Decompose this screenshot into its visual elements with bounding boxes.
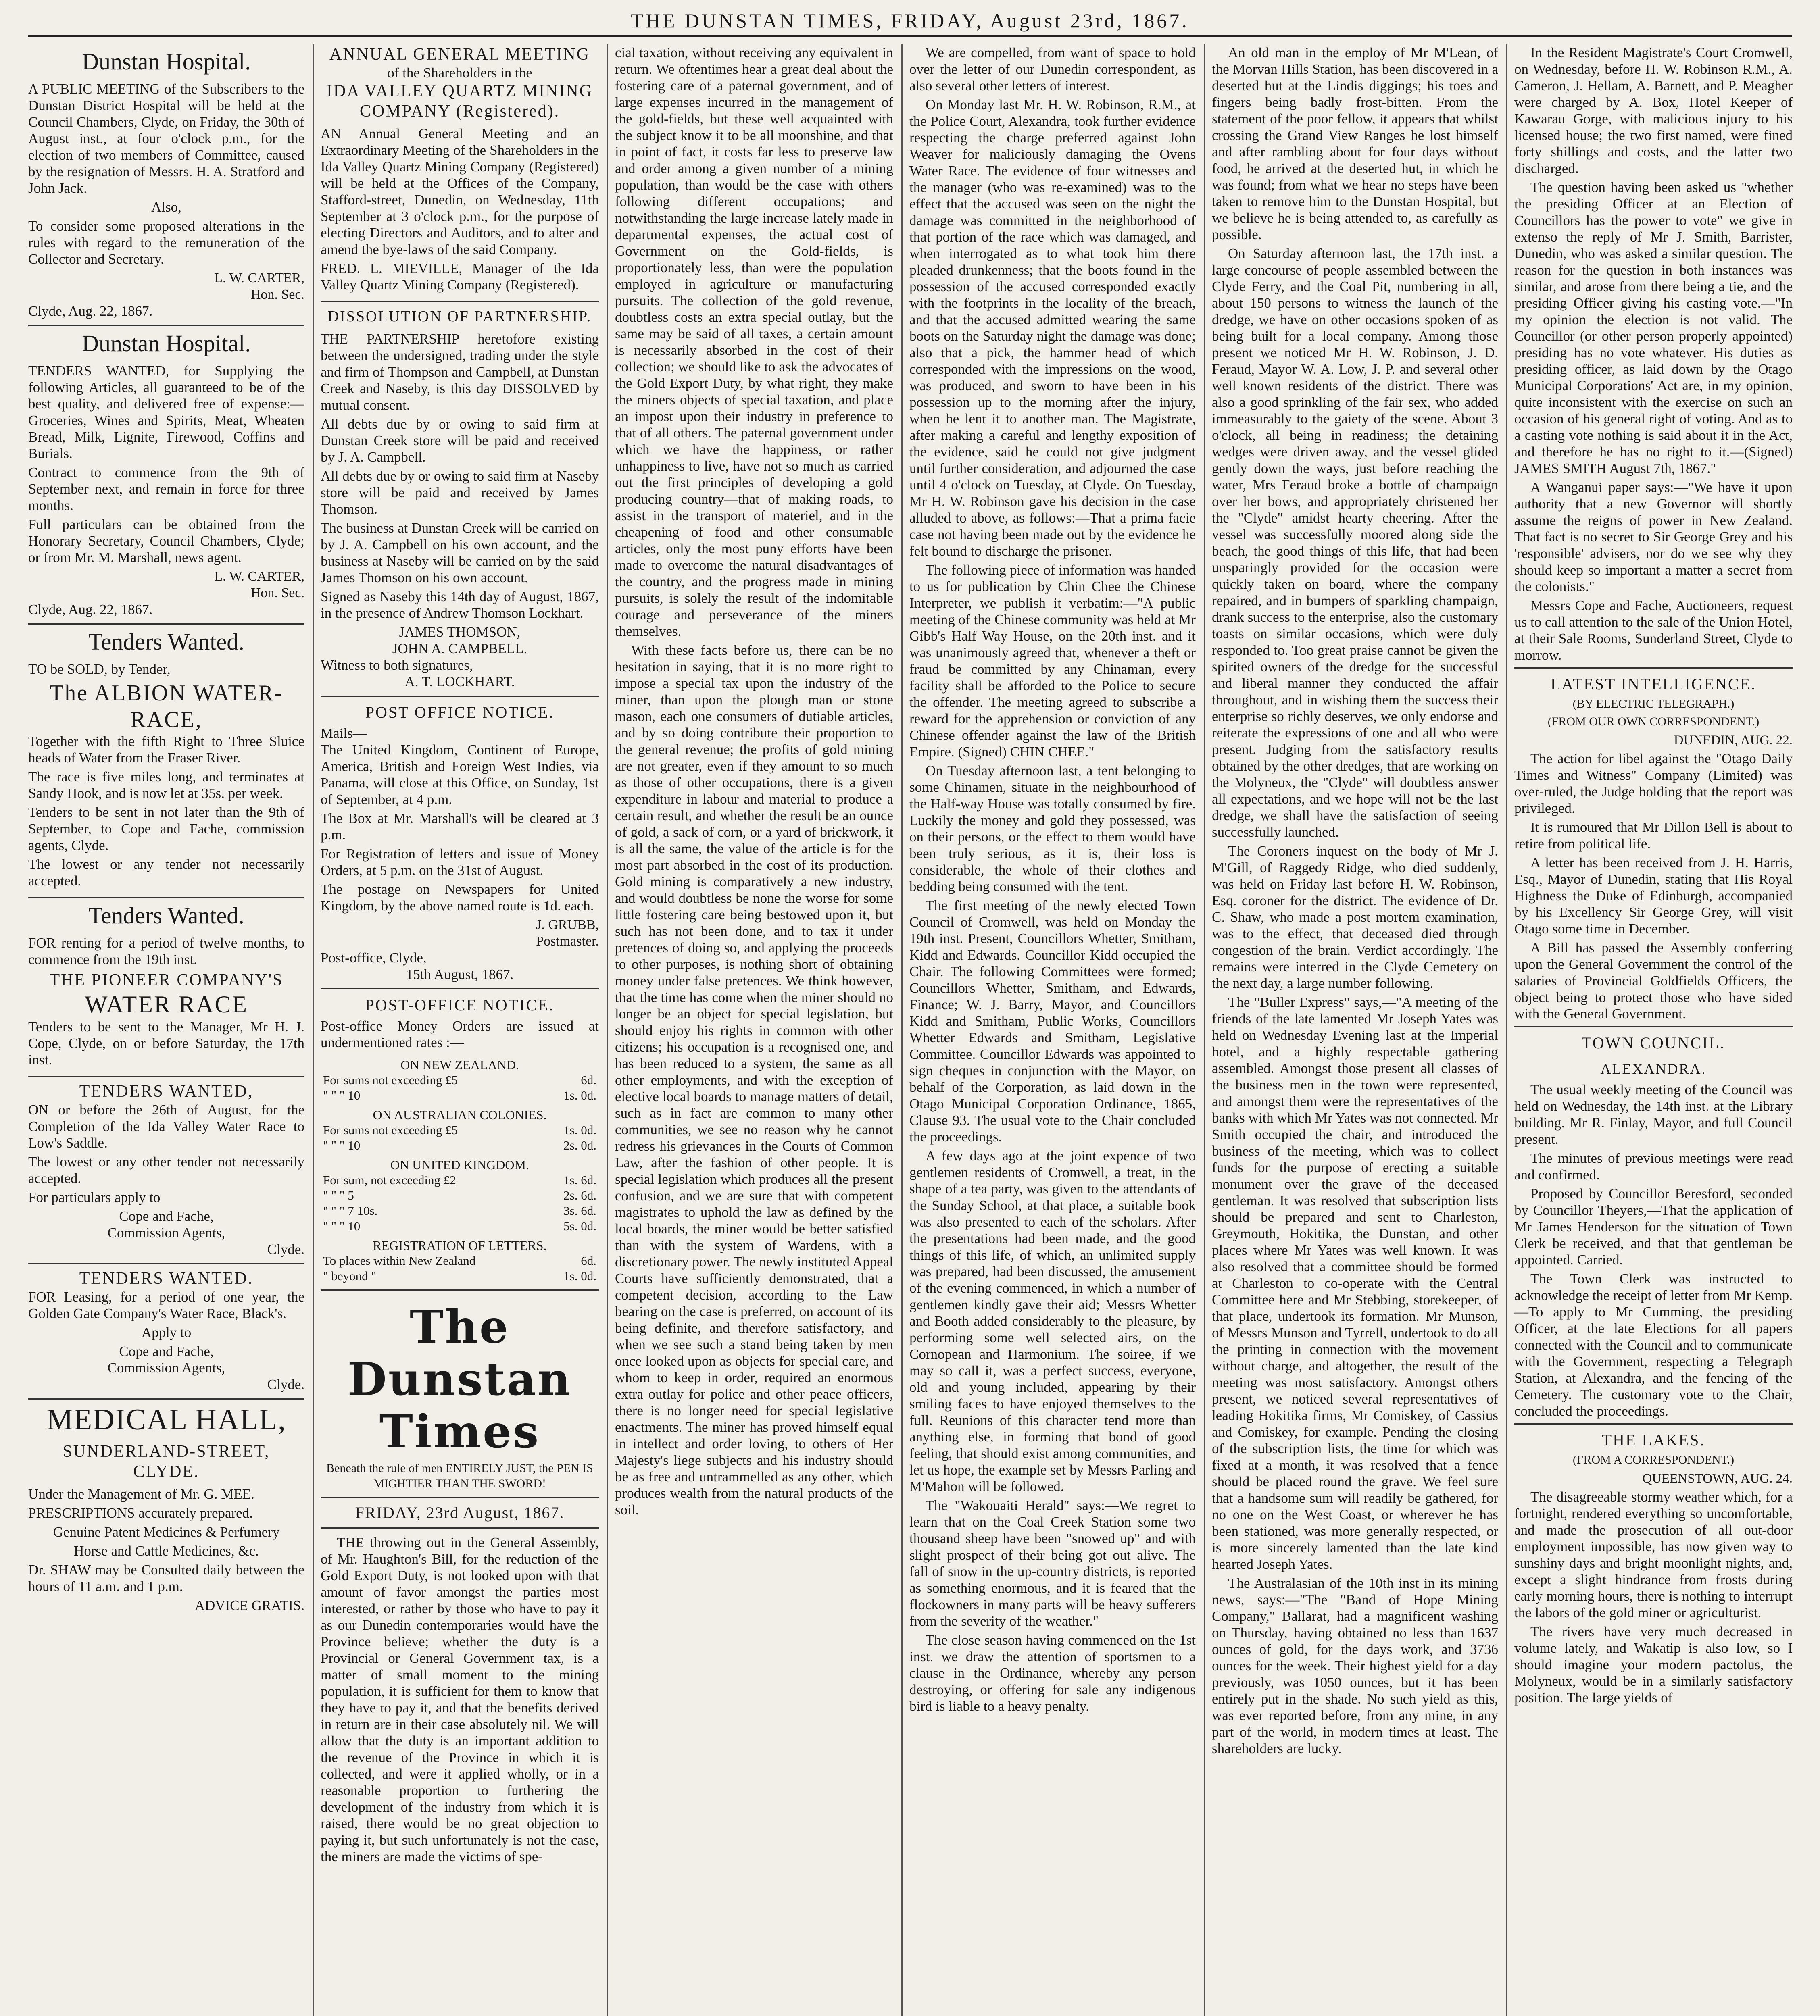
running-head: THE DUNSTAN TIMES, FRIDAY, August 23rd, 1867. [28,7,1792,37]
news-paragraph: Messrs Cope and Fache, Auctioneers, request us to call attention to the sale of the Union Hotel, at their Sale Rooms, Sunderland Street, Clyde to morrow. [1514,598,1793,663]
ad-body: FOR Leasing, for a period of one year, the Golden Gate Company's Water Race, Black's. [28,1289,304,1321]
section-title: LATEST INTELLIGENCE. [1550,675,1757,693]
ad-title: Dunstan Hospital. [82,330,251,356]
news-paragraph: The action for libel against the "Otago Daily Times and Witness" Company (Limited) was over-ruled, the Judge holding that the report was privileged. [1514,751,1793,816]
ad-place: Clyde. [267,1377,304,1392]
ad-firm-role: Commission Agents, [107,1225,225,1241]
column-rule [901,44,903,2016]
ad-body: Signed as Naseby this 14th day of August, 1867, in the presence of Andrew Thomson Lockhart. [321,589,599,621]
news-paragraph: The rivers have very much decreased in volume lately, and Wakatip is also low, so I should imagine your modern pactolus, the Molyneux, would be in a similarly satisfactory position. The large yields of [1514,1624,1793,1706]
ad-body: Tenders to be sent to the Manager, Mr H. J. Cope, Clyde, on or before Saturday, the 17th inst. [28,1019,304,1068]
ad-subtitle: WATER RACE [85,991,248,1018]
ad-body: ON or before the 26th of August, for the Completion of the Ida Valley Water Race to Low's Saddle. [28,1102,304,1151]
ad-body: The lowest or any other tender not necessarily accepted. [28,1154,304,1186]
ad-title: COMPANY (Registered). [359,102,560,121]
dateline: QUEENSTOWN, AUG. 24. [1642,1471,1793,1486]
ad-body: ADVICE GRATIS. [194,1597,304,1613]
news-paragraph: A Bill has passed the Assembly conferring upon the General Government the control of the salaries of Provincial Goldfields Officers, the object being to protect those who have sided with the General Government. [1514,940,1793,1022]
rate-row: For sum, not exceeding £2 1s. 6d. [323,1173,596,1187]
ida-meeting-ad [321,44,599,302]
news-paragraph: The "Buller Express" says,—"A meeting of the friends of the late lamented Mr Joseph Yates was held on Wednesday Evening last at the Imperial hotel, and a highly respectable gathering assembled. Amongst those present all classes of the business men in the town were represented, and amongst them were the representatives of the banks with which Mr Yates was not connected. Mr Smith occupied the chair, and introduced the business of the meeting, which was to collect funds for the purpose of erecting a suitable monument over the grave of the deceased gentleman. It was resolved that subscription lists should be prepared and sent to Charleston, Greymouth, Hokitika, the Dunstan, and other places where Mr Yates was well known. It was also resolved that a committee should be formed at Charleston to co-operate with the Central Committee here and Mr Stebbing, storekeeper, of that place, undertook its formation. Mr Munson, of Messrs Munson and Tyrrell, undertook to do all the printing in connection with the movement without charge, and altogether, the result of the meeting was most satisfactory. Amongst others present, we noticed several representatives of leading Hokitika firms, Mr Comiskey, of Cassius and Comiskey, for example. Pending the closing of the subscription lists, the time for which was fixed at a month, it was resolved that a fence should be placed round the grave. We feel sure that a handsome sum will readily be gathered, for no one on the West Coast, or wherever he has been stationed, was more generally respected, or is more sincerely lamented than the late kind hearted Joseph Yates. [1212,994,1498,1572]
ad-body: Together with the fifth Right to Three Sluice heads of Water from the Fraser River. [28,733,304,766]
news-paragraph: A Wanganui paper says:—"We have it upon authority that a new Governor will shortly assume the reigns of power in New Zealand. That fact is no secret to Sir George Grey and his 'responsible' advisers, nor do we see why they should keep so important a matter a secret from the colonists." [1514,479,1793,594]
news-paragraph: A few days ago at the joint expence of two gentlemen residents of Cromwell, a treat, in the shape of a tea party, was given to the attendants of the Sunday School, at that place, a suitable book was also presented to each of the scholars. After the presentations had been made, and the good things of this life, of which, an unlimited supply was prepared, had been discussed, the amusement of the evening commenced, in which a number of gentlemen kindly gave their aid; Messrs Whetter and Booth added considerably to the pleasure, by performing some well selected airs, on the Cornopean and Harmonium. The soiree, if we may so call it, was a perfect success, everyone, old and young included, appearing by their smiling faces to have enjoyed themselves to the full. Reunions of this character tend more than anything else, in forming that bond of good feeling, that should exist among communities, and let us hope, the example set by Messrs Parling and M'Mahon will be followed. [909,1148,1196,1494]
rate-row: " " " 10 1s. 0d. [323,1088,596,1102]
news-paragraph: On Monday last Mr. H. W. Robinson, R.M., at the Police Court, Alexandra, took further evidence respecting the charge preferred against John Weaver for maliciously damaging the Ovens Water Race. The evidence of four witnesses and the manager (who was re-examined) was to the effect that the accused was seen on the night the damage was committed in the neighborhood of that portion of the race which was damaged, and when interrogated as to what took him there pleaded drunkenness; that the boots found in the possession of the accused corresponded exactly with the footprints in the locality of the breach, and that the accused admitted wearing the same boots on the Saturday night the damage was done; also that a pick, the hammer head of which corresponded with the impressions on the wood, was produced, and sworn to have been in his possession up to the morning after the injury, when he lent it to another man. The Magistrate, after making a careful and lengthy exposition of the evidence, said he could not give judgment until further consideration, and adjourned the case until 4 o'clock on Tuesday, at Clyde. On Tuesday, Mr H. W. Robinson gave his decision in the case alluded to above, as follows:—That a prima facie case not having been made out by the evidence he felt bound to discharge the prisoner. [909,97,1196,559]
notice-title: POST OFFICE NOTICE. [365,703,555,721]
ad-title: MEDICAL HALL, [46,1403,286,1436]
ad-date: Clyde, Aug. 22, 1867. [28,303,153,319]
news-paragraph: The close season having commenced on the 1st inst. we draw the attention of sportsmen to a clause in the Ordinance, whereby any person destroying, or offering for sale any indigenous bird is liable to a heavy penalty. [909,1632,1196,1714]
ad-body: Tenders to be sent in not later than the 9th of September, to Cope and Fache, commission agents, Clyde. [28,804,304,853]
nameplate-motto: Beneath the rule of men ENTIRELY JUST, the PEN IS MIGHTIER THAN THE SWORD! [321,1461,599,1498]
ad-firm-role: Commission Agents, [107,1360,225,1376]
ad-body: Genuine Patent Medicines & Perfumery [53,1524,280,1540]
money-order-notice [321,995,599,1291]
ad-body: PRESCRIPTIONS accurately prepared. [28,1505,253,1521]
ad-title: DISSOLUTION OF PARTNERSHIP. [327,308,592,325]
column-4 [909,44,1196,2016]
column-rule [1506,44,1507,2016]
section-note: (FROM A CORRESPONDENT.) [1572,1453,1735,1466]
ad-body: FOR renting for a period of twelve months, to commence from the 19th inst. [28,935,304,967]
ad-title: Dunstan Hospital. [82,48,251,75]
ad-body: TO be SOLD, by Tender, [28,661,171,677]
hospital-meeting-ad [28,48,304,326]
ad-place: Clyde. [267,1241,304,1257]
ad-title: Tenders Wanted. [88,902,244,929]
ad-signer: JAMES THOMSON, [399,624,521,640]
news-paragraph: The first meeting of the newly elected Town Council of Cromwell, was held on Monday the 19th inst. Present, Councillors Whetter, Smitham, Kidd and Edwards. Councillor Kidd occupied the Chair. The following Committees were formed; Councillors Whetter, Smitham, and Edwards, Finance; W. J. Barry, Mayor, and Councillors Kidd and Smitham, Public Works, Councillors Whetter Edwards and Smitham, Legislative Committee. Councillor Edwards was appointed to sign cheques in conjunction with the Mayor, on behalf of the Corporation, as laid down in the Otago Municipal Corporation Ordinance, 1865, Clause 93. The usual vote to the Chair concluded the proceedings. [909,898,1196,1145]
ad-title: TENDERS WANTED. [79,1269,254,1288]
rate-row: For sums not exceeding £5 1s. 0d. [323,1123,596,1137]
rate-heading: ON UNITED KINGDOM. [390,1158,529,1172]
ad-title: of the Shareholders in the [387,65,532,81]
news-paragraph: We are compelled, from want of space to hold over the letter of our Dunedin correspondent, as also several other letters of interest. [909,45,1196,94]
pioneer-race-ad [28,902,304,1077]
ad-body: Full particulars can be obtained from the Honorary Secretary, Council Chambers, Clyde; or from Mr. M. Marshall, news agent. [28,516,304,565]
notice-date: 15th August, 1867. [406,966,514,982]
ad-body: All debts due by or owing to said firm at Naseby store will be paid and received by James Thomson. [321,468,599,517]
lease-tenders-ad [28,1268,304,1400]
news-paragraph: The minutes of previous meetings were read and confirmed. [1514,1150,1793,1183]
notice-body: The postage on Newspapers for United Kingdom, by the above named route is 1d. each. [321,881,599,914]
notice-signer-role: Postmaster. [536,934,599,949]
ad-body: Dr. SHAW may be Consulted daily between the hours of 11 a.m. and 1 p.m. [28,1562,304,1594]
albion-race-ad [28,629,304,898]
rate-heading: ON NEW ZEALAND. [400,1058,519,1072]
rate-heading: ON AUSTRALIAN COLONIES. [373,1108,547,1122]
ad-signer-role: Hon. Sec. [250,287,304,302]
section-place: ALEXANDRA. [1600,1061,1707,1077]
column-5 [1212,44,1498,2016]
notice-title: POST-OFFICE NOTICE. [365,996,555,1014]
notice-body: The United Kingdom, Continent of Europe, America, British and Foreign West Indies, via Panama, will close at this Office, on Sunday, 1st of September, at 4 p.m. [321,742,599,807]
ad-subtitle: SUNDERLAND-STREET, CLYDE. [63,1442,270,1481]
the-lakes-section [1514,1423,1793,1706]
section-note: (FROM OUR OWN CORRESPONDENT.) [1547,715,1760,728]
latest-intelligence-section [1514,667,1793,1022]
column-1 [28,44,304,2016]
column-2 [321,44,599,2016]
rate-row: " " " 10 2s. 0d. [323,1138,596,1152]
ad-firm: Cope and Fache, [119,1343,214,1359]
ad-body: Contract to commence from the 9th of September next, and remain in force for three months. [28,464,304,513]
ad-title: ANNUAL GENERAL MEETING [329,45,590,64]
news-paragraph: A letter has been received from J. H. Harris, Esq., Mayor of Dunedin, stating that His Royal Highness the Duke of Edinburgh, accompanied by his Excellency Sir George Grey, will visit Otago some time in December. [1514,855,1793,937]
notice-place: Post-office, Clyde, [321,950,427,966]
news-paragraph: On Tuesday afternoon last, a tent belonging to some Chinamen, situate in the neighbourhood of the Half-way House was totally consumed by fire. Luckily the money and gold they possessed, was on their persons, or the effect to them would have been truly serious, as it is, their loss is considerable, the whole of their clothes and bedding being consumed with the tent. [909,763,1196,894]
hospital-tenders-ad [28,330,304,625]
section-title: TOWN COUNCIL. [1581,1034,1725,1052]
dateline: DUNEDIN, AUG. 22. [1674,733,1793,748]
ad-signer-role: Hon. Sec. [250,585,304,600]
ad-witness: Witness to both signatures, [321,657,473,673]
ad-signer: FRED. L. MIEVILLE, Manager of the Ida Valley Quartz Mining Company (Registered). [321,260,599,293]
ad-body: To consider some proposed alterations in the rules with regard to the remuneration of the Collector and Secretary. [28,218,304,267]
news-paragraph: The Australasian of the 10th inst in its mining news, says:—"The "Band of Hope Mining Company," Ballarat, had a magnificent washing on Thursday, having obtained no less than 1637 ounces of gold, for the days work, and 3736 ounces for the week. Their highest yield for a day previously, was 1050 ounces, but it has been entirely put in the shade. No such yield as this, was ever reported before, from any mine, in any part of the world, in modern times at least. The shareholders are lucky. [1212,1575,1498,1756]
ad-body: Apply to [141,1325,192,1340]
news-paragraph: It is rumoured that Mr Dillon Bell is about to retire from political life. [1514,819,1793,852]
column-3 [615,44,893,2016]
notice-body: Mails— [321,725,367,741]
section-subtitle: (BY ELECTRIC TELEGRAPH.) [1572,697,1735,710]
news-paragraph: An old man in the employ of Mr M'Lean, of the Morvan Hills Station, has been discovered in a deserted hut at the Lindis diggings; his toes and fingers being badly frost-bitten. From the statement of the poor fellow, it appears that whilst crossing the Grand View Ranges he lost himself and after rambling about for four days without food, he arrived at the deserted hut, in which he was found; from what we hear no steps have been taken to remove him to the Dunstan Hospital, but we believe he is being attended to, as carefully as possible. [1212,45,1498,242]
news-paragraph: In the Resident Magistrate's Court Cromwell, on Wednesday, before H. W. Robinson R.M., A. Cameron, J. Hellam, A. Barnett, and P. Meagher were charged by A. Box, Hotel Keeper of Kawarau Gorge, with malicious injury to his licensed house; the two first named, were fined forty shillings and costs, and the latter two discharged. [1514,45,1793,176]
town-council-section [1514,1026,1793,1419]
rate-row: " " " 7 10s. 3s. 6d. [323,1204,596,1218]
rate-table [321,1053,599,1284]
rate-row: " " " 5 2s. 6d. [323,1188,596,1202]
ad-title: Tenders Wanted. [88,629,244,655]
column-6 [1514,44,1793,2016]
news-paragraph: The Town Clerk was instructed to acknowledge the receipt of letter from Mr Kemp.—To apply to Mr Cumming, the presiding Officer, at the late Elections for all papers connected with the Council and to communicate with the Government, respecting a Telegraph Station, at Alexandra, and the fencing of the Cemetery. The customary vote to the Chair, concluded the proceedings. [1514,1271,1793,1419]
notice-body: Post-office Money Orders are issued at undermentioned rates :— [321,1018,599,1050]
column-rule [1204,44,1205,2016]
ad-body: A PUBLIC MEETING of the Subscribers to the Dunstan District Hospital will be held at the Council Chambers, Clyde, on Friday, the 30th of August inst., at four o'clock p.m., for the election of two members of Committee, caused by the resignation of Messrs. H. A. Stratford and John Jack. [28,81,304,196]
notice-body: The Box at Mr. Marshall's will be cleared at 3 p.m. [321,810,599,843]
news-paragraph: The disagreeable stormy weather which, for a fortnight, rendered everything so uncomfortable, and made the prosecution of all out-door employment impossible, has now given way to sunshiny days and bright moonlight nights, and, except a slight hindrance from frosts during early morning hours, there is nothing to interrupt the labors of the gold miner or agriculturist. [1514,1489,1793,1620]
ad-body: For particulars apply to [28,1189,161,1205]
news-paragraph: The following piece of information was handed to us for publication by Chin Chee the Chinese Interpreter, we publish it verbatim:—"A public meeting of the Chinese community was held at Mr Gibb's Half Way House, on the 20th inst. and it was unanimously agreed that, whenever a theft or fraud be committed by any Chinaman, every facility shall be afforded to the Police to secure the offender. The meeting agreed to subscribe a reward for the apprehension or conviction of any Chinese offender against the law of the British Empire. (Signed) CHIN CHEE." [909,562,1196,760]
ad-body: TENDERS WANTED, for Supplying the following Articles, all guaranteed to be of the best quality, and delivered free of expense:—Groceries, Wines and Spirits, Meat, Wheaten Bread, Milk, Lignite, Firewood, Coffins and Burials. [28,363,304,461]
rate-row: " beyond " 1s. 0d. [323,1269,596,1283]
notice-signer: J. GRUBB, [536,917,599,932]
column-rule [313,44,314,2016]
ad-body: THE PARTNERSHIP heretofore existing between the undersigned, trading under the style and firm of Thompson and Campbell, at Dunstan Creek and Naseby, is this day DISSOLVED by mutual consent. [321,331,599,413]
ad-subtitle: THE PIONEER COMPANY'S [49,971,284,989]
rate-row: " " " 10 5s. 0d. [323,1219,596,1233]
ad-body: All debts due by or owing to said firm at Dunstan Creek store will be paid and received by J. A. Campbell. [321,416,599,465]
ad-body: Under the Management of Mr. G. MEE. [28,1486,254,1502]
news-paragraph: The "Wakouaiti Herald" says:—We regret to learn that on the Coal Creek Station some two thousand sheep have been "snowed up" and with slight prospect of their being got out alive. The fall of snow in the up-country districts, is reported as something enormous, and it is feared that the flockowners in many parts will be heavy sufferers from the severity of the weather." [909,1497,1196,1629]
rate-heading: REGISTRATION OF LETTERS. [373,1238,547,1253]
ad-witness-name: A. T. LOCKHART. [404,674,515,689]
ad-body: Also, [151,199,181,215]
ad-signer: JOHN A. CAMPBELL. [392,641,527,656]
editorial-paragraph: THE throwing out in the General Assembly, of Mr. Haughton's Bill, for the reduction of the Gold Export Duty, is not looked upon with that amount of favor amongst the parties most interested, or rather by those who have to pay it as our Dunedin contemporaries would have the Province believe; whether the duty is a Provincial or General Government tax, is a matter of small moment to the mining population, it is sufficient for them to know that they have to pay it, and that the benefits derived in return are in their case absolutely nil. We will allow that the duty is an important addition to the revenue of the Province in which it is collected, and were it applied wholly, or in a reasonable proportion to furthering the development of the industry from which it is raised, there would be no great objection to paying it, but such unfortunately is not the case, the miners are made the victims of spe- [321,1535,599,1864]
ad-date: Clyde, Aug. 22, 1867. [28,602,153,617]
news-paragraph: The question having been asked us "whether the presiding Officer at an Election of Councillors has the power to vote" we give in extenso the reply of Mr J. Smith, Barrister, Dunedin, who was asked a similar question. The reason for the question in both instances was similar, and arose from there being a tie, and the presiding Officer giving his casting vote.—"In my opinion the election is not valid. The Councillor (or other person properly appointed) presiding has no vote whatever. His duties as presiding officer, as laid down by the Otago Municipal Corporations' Act are, in my opinion, quite inconsistent with the exercise on such an occasion of his general right of voting. And as to a casting vote nothing is said about it in the Act, and therefore he has no right to it.—(Signed) JAMES SMITH August 7th, 1867." [1514,179,1793,476]
rate-row: To places within New Zealand 6d. [323,1254,596,1268]
rate-row: For sums not exceeding £5 6d. [323,1073,596,1087]
ad-body: The lowest or any tender not necessarily accepted. [28,856,304,889]
ad-body: Horse and Cattle Medicines, &c. [74,1543,259,1559]
ad-body: AN Annual General Meeting and an Extraordinary Meeting of the Shareholders in the Ida Valley Quartz Mining Company (Registered) will be held at the Offices of the Company, Stafford-street, Dunedin, on Wednesday, 11th September at 3 o'clock p.m., for the purpose of electing Directors and Auditors, and to alter and amend the bye-laws of the said Company. [321,126,599,257]
dissolution-ad [321,306,599,697]
notice-body: For Registration of letters and issue of Money Orders, at 5 p.m. on the 31st of August. [321,846,599,878]
ida-race-tenders-ad [28,1081,304,1264]
issue-date: FRIDAY, 23rd August, 1867. [321,1498,599,1529]
ad-signer: L. W. CARTER, [214,271,304,285]
column-rule [607,44,608,2016]
news-paragraph: The usual weekly meeting of the Council was held on Wednesday, the 14th inst. at the Library building. Mr R. Finlay, Mayor, and full Council present. [1514,1082,1793,1147]
ad-body: The race is five miles long, and terminates at Sandy Hook, and is now let at 35s. per week. [28,769,304,801]
ad-signer: L. W. CARTER, [214,569,304,584]
editorial-paragraph: cial taxation, without receiving any equivalent in return. We oftentimes hear a great deal about the fostering care of a paternal government, and of large expenses incurred in the management of the gold-fields, but these well acquainted with the subject know it to be all moonshine, and that in point of fact, it costs far less to preserve law and order among a given number of a mining population, than would be the case with others following different occupations; and notwithstanding the large increase lately made in departmental expenses, the actual cost of Government on the Gold-fields, is proportionately less, than were the population employed in agriculture or manufacturing pursuits. The collection of the gold revenue, doubtless costs an extra special outlay, but the same may be said of all taxes, a certain amount is necessarily absorbed in the cost of their collection; we should like to ask the advocates of the Gold Export Duty, by what right, they make the miners objects of special taxation, and place an impost upon their industry in preference to that of all others. The paternal government under which we have the happiness, or rather unhappiness to live, have not so much as carried out the first principles of developing a gold producing country—that of making roads, to assist in the transport of materiel, and in the cheapening of food and other consumable articles, only the most puny efforts have been made to overcome the natural disadvantages of the country, and the progress made in mining pursuits, is solely the result of the indomitable courage and perseverance of the miners themselves. [615,45,893,639]
editorial-paragraph: With these facts before us, there can be no hesitation in saying, that it is no more right to impose a special tax upon the industry of the miner, than upon the plough man or stone mason, each one consumers of dutiable articles, and by so doing contribute their proportion to the general revenue; the profits of gold mining are not greater, even if they amount to so much as those of other occupations, there is a given expenditure in labour and material to produce a certain result, and whether the result be an ounce of gold, a sack of corn, or a yard of brickwork, it is all the same, the value of the article is for the most part absorbed in the cost of its production. Gold mining is comparatively a new industry, and would doubtless be none the worse for some little fostering care being bestowed upon it, but such has not been done, and to tax it under pretences of doing so, and applying the proceeds to other purposes, is nothing short of obtaining money under false pretences. We think however, that the time has come when the miner should no longer be an object for special legislation, but should enjoy his rights in common with other citizens; his occupation is a recognised one, and has been reduced to a system, the same as all other employments, and with the exception of elective local boards to manage matters of detail, such as in fact are common to many other communities, we see no reason why he cannot redress his grievances in the Courts of Common Law, after the fashion of other people. It is special legislation which produces all the present confusion, and we are sure that with competent magistrates to uphold the law as defined by the local boards, the miner would be better satisfied than with the system of Wardens, with a discretionary power. The newly instituted Appeal Courts have sufficiently demonstrated, that a competent decision, according to the Law bearing on the case is preferred, on account of its being definite, and therefore satisfactory, and when we see such a stand being taken by men once looked upon as objects for special care, and whom to keep in order, required an enormous extra outlay for police and other peace officers, there is no longer need for special legislative enactments. The miner has proved himself equal in intellect and order loving, to others of Her Majesty's liege subjects and his industry should be as free and untrammelled as any other, which produces wealth from the natural products of the soil. [615,642,893,1518]
ad-body: The business at Dunstan Creek will be carried on by J. A. Campbell on his own account, and the business at Naseby will be carried on by the said James Thomson on his own account. [321,520,599,585]
news-paragraph: On Saturday afternoon last, the 17th inst. a large concourse of people assembled between the Clyde Ferry, and the Coal Pit, numbering in all, about 150 persons to witness the launch of the dredge, we have on other occasions spoken of as being built for a local company. Among those present we noticed Mr H. W. Robinson, J. D. Feraud, Mayor W. A. Low, J. P. and several other well known residents of the district. There was also a good sprinkling of the fair sex, who added immeasurably to the gaiety of the scene. About 3 o'clock, all being in readiness; the detaining wedges were driven away, and the vessel glided gently down the ways, just before reaching the water, Mrs Feraud broke a bottle of champaign over her bows, and appropriately christened her the "Clyde" amidst hearty cheering. After the vessel was successfully moored along side the beach, the good things of this life, that had been unsparingly provided for the occasion were quickly taken on board, where the company repaired, and in bumpers of sparkling champaign, drank success to the enterprise, also the customary toasts on similar occasions, which were duly responded to. Too great praise cannot be given the spirited owners of the dredge for the successful and liberal manner they conducted the affair throughout, and in wishing them the success their enterprise so richly deserves, we only endorse and reiterate the expressions of one and all who were present. Judging from the satisfactory results obtained by the other dredges, that are working on the Molyneux, the "Clyde" will doubtless answer all expectations, and we hope will not be the last dredge, we shall have the satisfaction of seeing successfully launched. [1212,246,1498,840]
medical-hall-ad [28,1404,304,1619]
news-paragraph: Proposed by Councillor Beresford, seconded by Councillor Theyers,—That the application of Mr James Henderson for the situation of Town Clerk be received, and that that gentleman be appointed. Carried. [1514,1186,1793,1268]
section-title: THE LAKES. [1601,1431,1705,1449]
ad-title: TENDERS WANTED, [79,1082,254,1101]
news-paragraph: The Coroners inquest on the body of Mr J. M'Gill, of Raggedy Ridge, who died suddenly, was held on Friday last before H. W. Robinson, Esq. coroner for the district. The evidence of Dr. C. Shaw, who made a post mortem examination, was to the effect, that deceased died through congestion of the brain. Verdict accordingly. The remains were interred in the Clyde Cemetery on the next day, a large number following. [1212,843,1498,991]
ad-firm: Cope and Fache, [119,1208,214,1224]
newspaper-nameplate: The Dunstan Times [347,1301,572,1458]
ad-subtitle: The ALBION WATER-RACE, [50,681,283,732]
post-office-notice [321,702,599,989]
ad-title: IDA VALLEY QUARTZ MINING [326,82,593,100]
